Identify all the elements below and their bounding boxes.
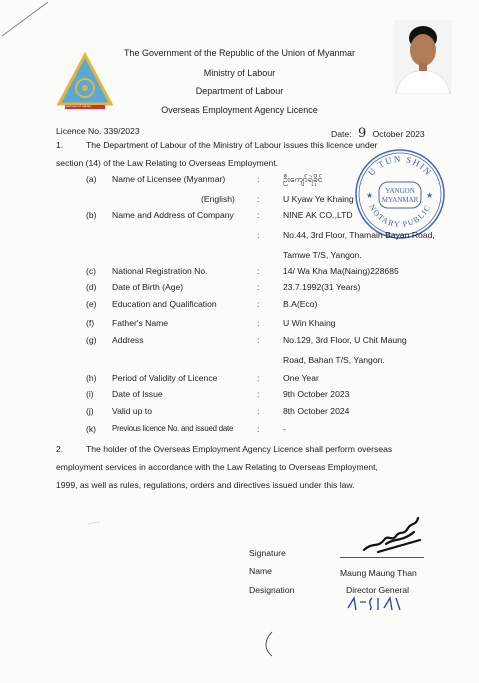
licence-title: Overseas Employment Agency Licence [161, 105, 318, 115]
field-row [0, 299, 479, 313]
stamp-bottom-text: NOTARY PUBLIC [367, 202, 433, 230]
field-colon: : [257, 174, 260, 184]
field-value: 14/ Wa Kha Ma(Naing)228685 [283, 266, 399, 276]
field-label: Father's Name [112, 318, 169, 328]
field-row [0, 389, 479, 403]
licence-number: Licence No. 339/2023 [56, 126, 140, 136]
field-row [0, 373, 479, 387]
field-label: Name and Address of Company [112, 210, 234, 220]
field-row [0, 266, 479, 280]
field-value: B.A(Eco) [283, 299, 318, 309]
field-letter: (f) [86, 318, 95, 328]
field-label: Previous licence No. and issued date [112, 424, 234, 433]
para2-number: 2. [56, 444, 64, 454]
para2-line3: 1999, as well as rules, regulations, orders and directives issued under this law. [56, 480, 355, 490]
field-value: NINE AK CO.,LTD [283, 210, 353, 220]
field-value: 23.7.1992(31 Years) [283, 282, 361, 292]
field-value: - [283, 424, 286, 434]
name-value: Maung Maung Than [340, 568, 417, 578]
field-row [0, 355, 479, 369]
field-value: One Year [283, 373, 319, 383]
para1-number: 1. [56, 140, 64, 150]
field-row [0, 406, 479, 420]
field-row [0, 335, 479, 349]
handwritten-date [344, 594, 414, 614]
field-letter: (a) [86, 174, 97, 184]
field-label: (English) [201, 194, 235, 204]
field-colon: : [257, 373, 260, 383]
field-label: Education and Qualification [112, 299, 217, 309]
field-colon: : [257, 210, 260, 220]
para2-line1: The holder of the Overseas Employment Agency Licence shall perform overseas [86, 444, 393, 454]
margin-mark [262, 630, 276, 658]
ministry-title: Ministry of Labour [203, 68, 276, 78]
field-colon: : [257, 194, 260, 204]
designation-value: Director General [346, 585, 410, 595]
field-colon: : [257, 406, 260, 416]
field-row [0, 318, 479, 332]
stamp-center-line2: MYANMAR [381, 196, 419, 204]
government-title: The Government of the Republic of the Union of Myanmar [123, 48, 356, 58]
field-value: U Kyaw Ye Khaing [283, 194, 354, 204]
field-letter: (i) [86, 389, 94, 399]
field-letter: (d) [86, 282, 97, 292]
field-value: No.44, 3rd Floor, Thamain Bayan Road, [283, 230, 435, 240]
department-logo [56, 52, 114, 110]
field-letter: (h) [86, 373, 97, 383]
stamp-center-line1: YANGON [385, 187, 415, 195]
field-colon: : [257, 335, 260, 345]
field-colon: : [257, 299, 260, 309]
name-label: Name [249, 566, 272, 576]
field-letter: (e) [86, 299, 97, 309]
field-row [0, 424, 479, 438]
signature-label: Signature [249, 548, 286, 558]
field-label: Address [112, 335, 144, 345]
field-letter: (b) [86, 210, 97, 220]
logo-caption: Department of Labour [62, 104, 92, 108]
field-value: ဦးကျော်ရဲခိုင် [283, 174, 323, 184]
field-colon: : [257, 230, 260, 240]
signature-line [340, 557, 424, 558]
corner-mark [0, 0, 60, 50]
handwritten-signature [356, 512, 426, 556]
field-colon: : [257, 424, 260, 434]
department-title: Department of Labour [195, 86, 284, 96]
stamp-star-left-icon: ★ [366, 191, 374, 200]
field-label: Date of Issue [112, 389, 163, 399]
field-value: 8th October 2024 [283, 406, 350, 416]
field-letter: (k) [86, 424, 97, 434]
date-label: Date: [331, 129, 352, 139]
field-value: U Win Khaing [283, 318, 336, 328]
para2-line2: employment services in accordance with the Law Relating to Overseas Employment, [56, 462, 378, 472]
field-letter: (j) [86, 406, 94, 416]
field-row [0, 194, 479, 208]
field-colon: : [257, 389, 260, 399]
field-label: Period of Validity of Licence [112, 373, 218, 383]
date-day: 9 [357, 126, 367, 141]
stamp-star-right-icon: ★ [426, 191, 434, 200]
field-value: Road, Bahan T/S, Yangon. [283, 355, 385, 365]
field-label: National Registration No. [112, 266, 208, 276]
faint-mark: ~~~ [87, 519, 101, 528]
field-row [0, 250, 479, 264]
field-colon: : [257, 282, 260, 292]
para1-line1: The Department of Labour of the Ministry of Labour issues this licence under [86, 140, 378, 150]
date-month-year: October 2023 [372, 129, 425, 139]
field-letter: (g) [86, 335, 97, 345]
field-value: 9th October 2023 [283, 389, 350, 399]
field-row [0, 174, 479, 188]
para1-line2: section (14) of the Law Relating to Overseas Employment. [56, 158, 279, 168]
field-label: Name of Licensee (Myanmar) [112, 174, 226, 184]
field-row [0, 230, 479, 244]
field-value: Tamwe T/S, Yangon. [283, 250, 362, 260]
designation-label: Designation [249, 585, 295, 595]
field-row [0, 210, 479, 224]
field-label: Valid up to [112, 406, 152, 416]
field-colon: : [257, 266, 260, 276]
field-label: Date of Birth (Age) [112, 282, 184, 292]
stamp-top-text: U TUN SHIN [365, 153, 435, 178]
date [331, 126, 425, 141]
field-letter: (c) [86, 266, 97, 276]
field-value: No.129, 3rd Floor, U Chit Maung [283, 335, 407, 345]
field-colon: : [257, 318, 260, 328]
field-row [0, 282, 479, 296]
